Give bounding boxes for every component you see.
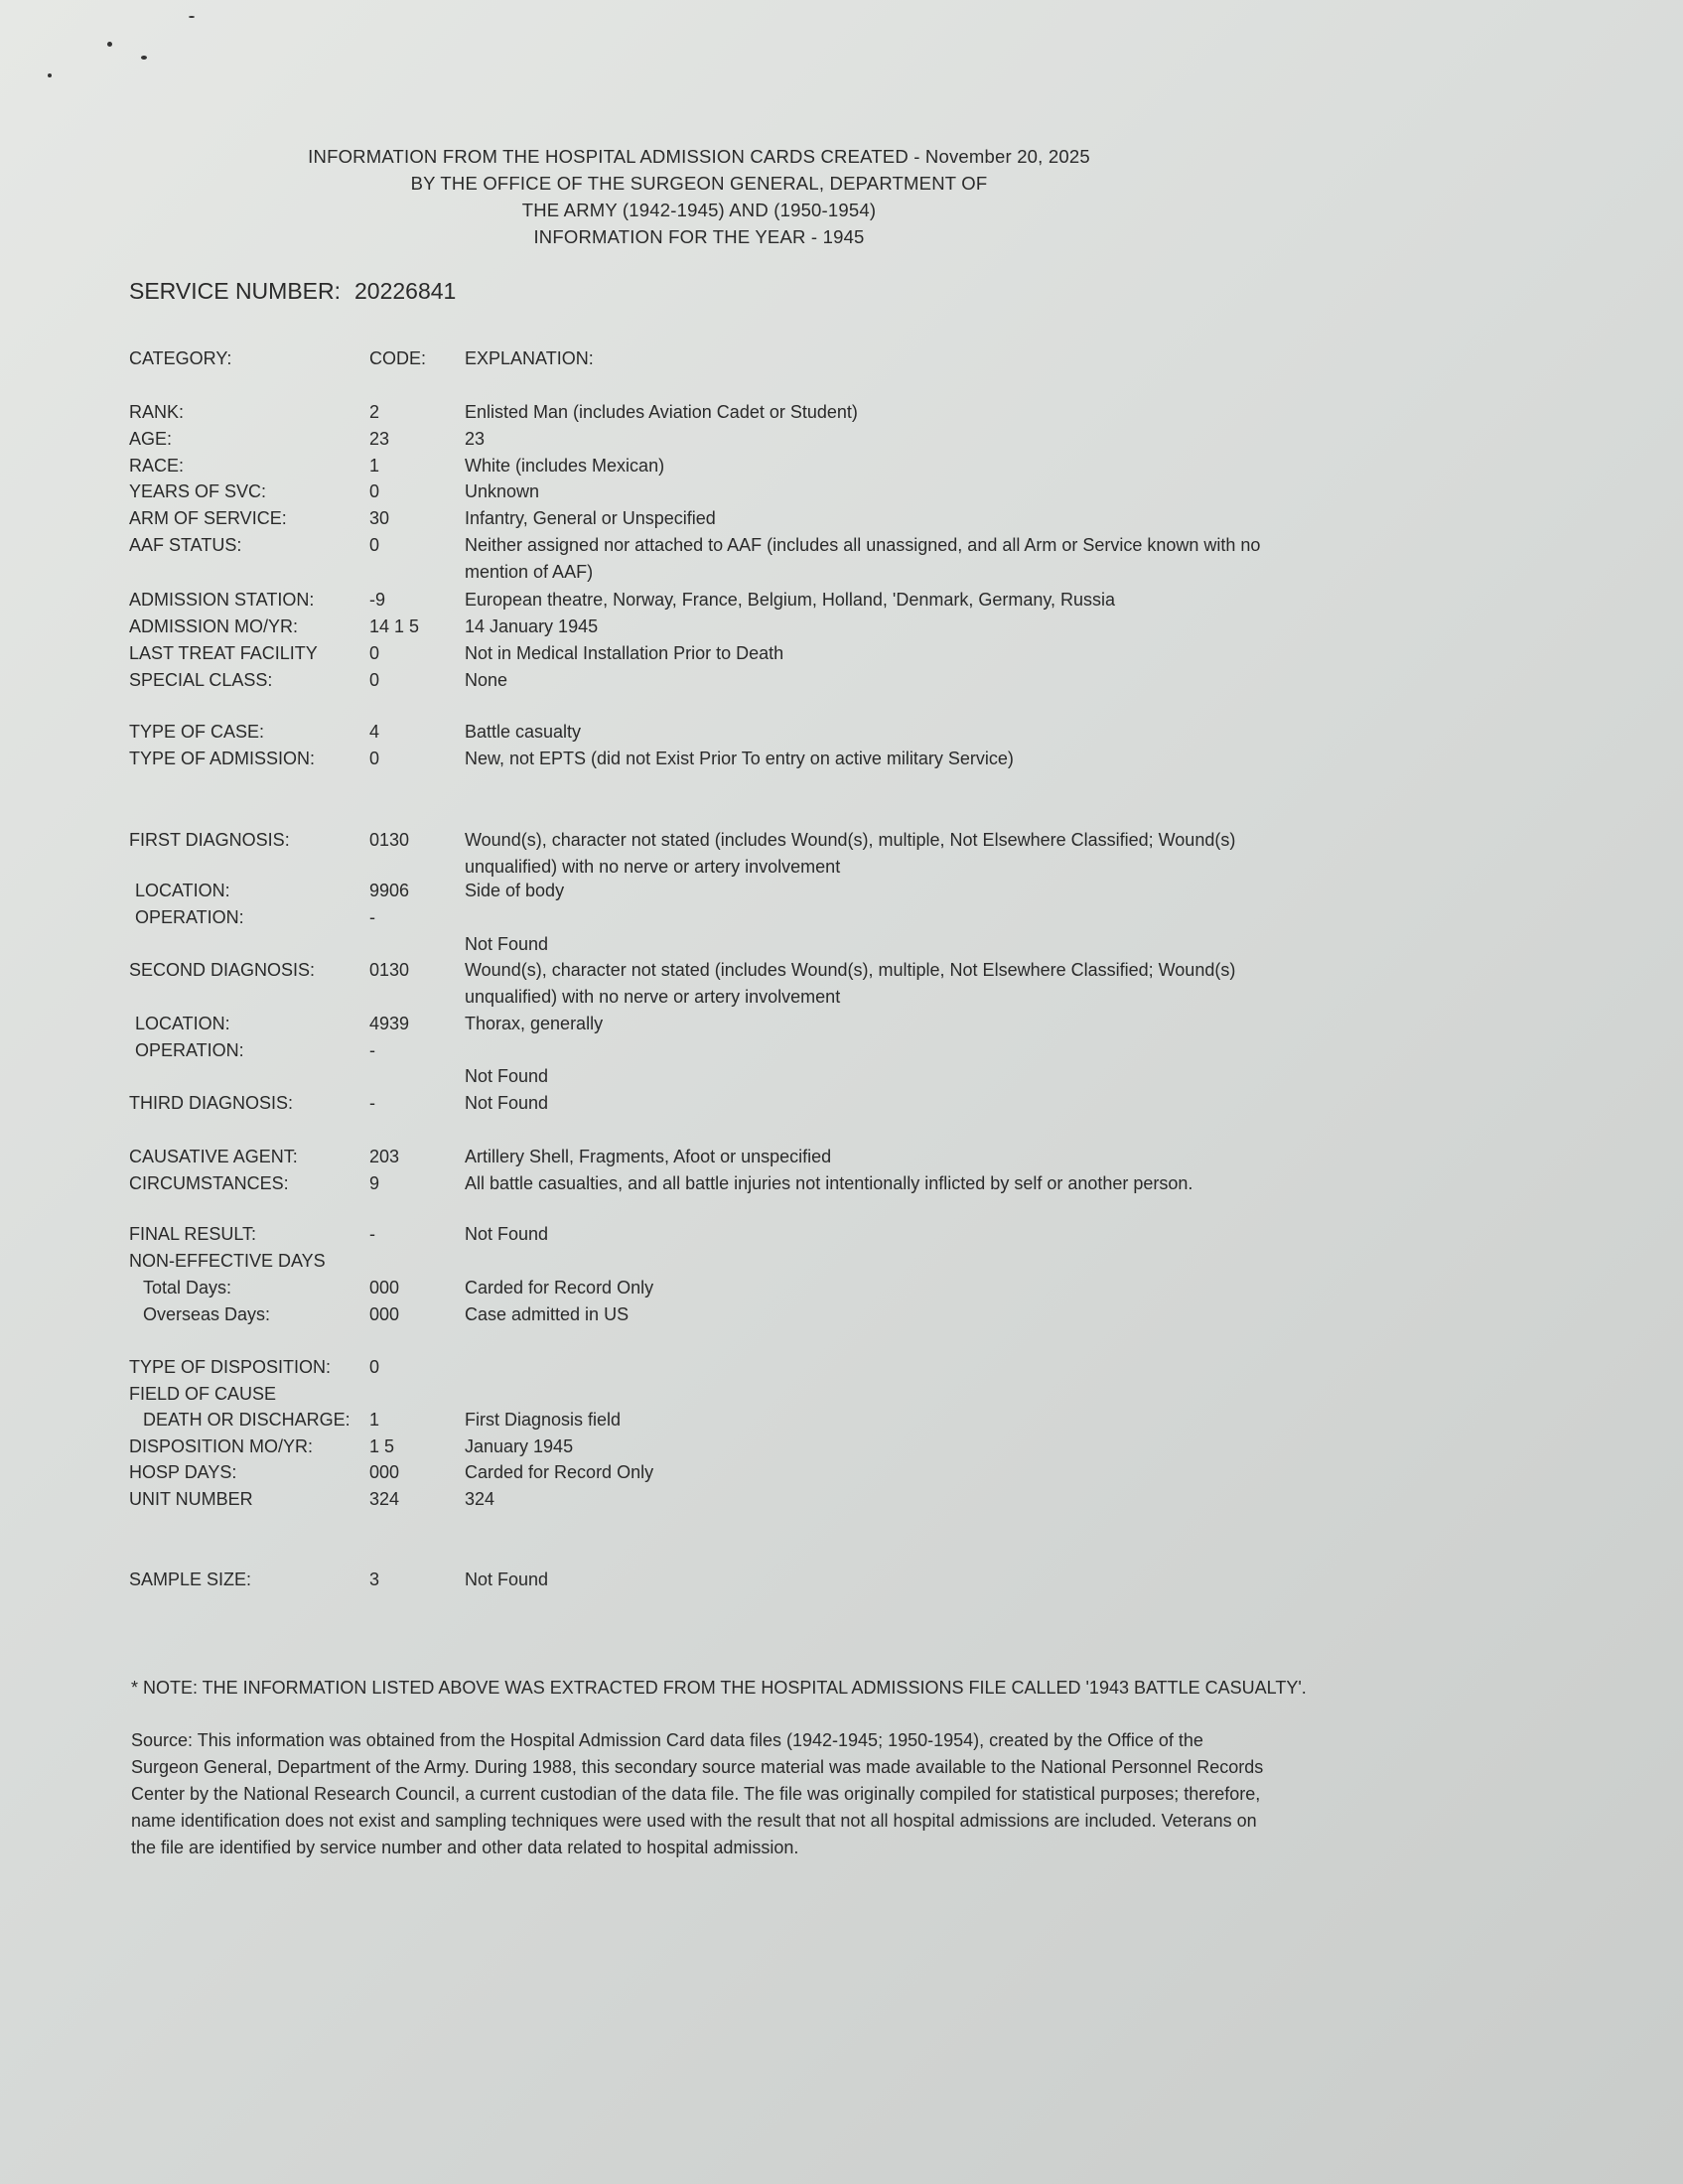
row-category: TYPE OF ADMISSION: [129,749,316,768]
row-category: FINAL RESULT: [129,1224,257,1244]
row-category: AAF STATUS: [129,535,242,555]
row-code: 000 [369,1304,400,1324]
row-category: SECOND DIAGNOSIS: [129,960,316,980]
row-category: CAUSATIVE AGENT: [129,1147,298,1166]
row-category: UNIT NUMBER [129,1489,253,1509]
row-explanation: Battle casualty [465,722,582,742]
row-code: 14 1 5 [369,616,420,636]
row-code: 2 [369,402,380,422]
row-explanation: Not Found [465,1093,549,1113]
row-explanation: 324 [465,1489,495,1509]
service-number-value: 20226841 [354,278,457,304]
row-category: ARM OF SERVICE: [129,508,287,528]
row-code: 000 [369,1462,400,1482]
row-explanation: Carded for Record Only [465,1278,654,1297]
row-category: OPERATION: [135,907,244,927]
row-category: NON-EFFECTIVE DAYS [129,1251,326,1271]
row-code: - [369,1224,375,1244]
row-explanation: Not Found [465,1224,549,1244]
column-header-code: CODE: [369,348,427,368]
row-explanation: Wound(s), character not stated (includes Wound(s), multiple, Not Elsewhere Classified; Wound(s) unqualified) with no nerve or artery involvement [465,830,1236,877]
row-explanation: Side of body [465,881,565,900]
row-category: DISPOSITION MO/YR: [129,1436,314,1456]
row-category: LOCATION: [135,1014,230,1033]
row-code: 0 [369,1357,380,1377]
row-code: 0 [369,481,380,501]
row-explanation: New, not EPTS (did not Exist Prior To entry on active military Service) [465,749,1014,768]
row-code: 1 [369,456,380,476]
row-code: 0 [369,749,380,768]
row-explanation: Not Found [465,1570,549,1589]
row-code: 23 [369,429,390,449]
row-category: RANK: [129,402,185,422]
row-category: TYPE OF DISPOSITION: [129,1357,332,1377]
row-explanation: Neither assigned nor attached to AAF (includes all unassigned, and all Arm or Service known with no mention of AAF) [465,535,1261,582]
row-category: RACE: [129,456,185,476]
row-explanation: Not Found [465,934,549,954]
header-line: THE ARMY (1942-1945) AND (1950-1954) [521,200,877,220]
row-category: CIRCUMSTANCES: [129,1173,289,1193]
row-explanation: First Diagnosis field [465,1410,622,1430]
row-category: FIELD OF CAUSE [129,1384,277,1404]
row-code: 000 [369,1278,400,1297]
row-code: 0 [369,643,380,663]
row-code: 9906 [369,881,410,900]
row-explanation: Case admitted in US [465,1304,630,1324]
column-header-category: CATEGORY: [129,348,232,368]
row-code: 9 [369,1173,380,1193]
row-code: 4 [369,722,380,742]
extraction-note: * NOTE: THE INFORMATION LISTED ABOVE WAS EXTRACTED FROM THE HOSPITAL ADMISSIONS FILE CALLED '1943 BATTLE CASUALTY'. [131,1678,1307,1698]
row-code: 1 5 [369,1436,395,1456]
row-code: - [369,1093,375,1113]
service-number-label: SERVICE NUMBER: [129,278,342,304]
row-code: 0 [369,535,380,555]
row-explanation: Carded for Record Only [465,1462,654,1482]
row-category: YEARS OF SVC: [129,481,267,501]
row-explanation: 23 [465,429,486,449]
row-code: -9 [369,590,386,610]
row-explanation: January 1945 [465,1436,574,1456]
row-code: 1 [369,1410,380,1430]
row-explanation: Thorax, generally [465,1014,604,1033]
row-code: 324 [369,1489,400,1509]
header-line: BY THE OFFICE OF THE SURGEON GENERAL, DEPARTMENT OF [410,173,988,194]
row-code: 203 [369,1147,400,1166]
column-header-explanation: EXPLANATION: [465,348,594,368]
row-code: 4939 [369,1014,410,1033]
row-explanation: Not Found [465,1066,549,1086]
row-code: 0130 [369,960,410,980]
row-category: THIRD DIAGNOSIS: [129,1093,294,1113]
row-explanation: European theatre, Norway, France, Belgium, Holland, 'Denmark, Germany, Russia [465,590,1116,610]
row-category: HOSP DAYS: [129,1462,237,1482]
row-category: FIRST DIAGNOSIS: [129,830,290,850]
row-category: ADMISSION STATION: [129,590,315,610]
row-category: SAMPLE SIZE: [129,1570,252,1589]
row-category: SPECIAL CLASS: [129,670,273,690]
row-explanation: 14 January 1945 [465,616,599,636]
row-explanation: Infantry, General or Unspecified [465,508,716,528]
header-line: INFORMATION FROM THE HOSPITAL ADMISSION CARDS CREATED - November 20, 2025 [308,146,1090,167]
row-explanation: Wound(s), character not stated (includes Wound(s), multiple, Not Elsewhere Classified; Wound(s) unqualified) with no nerve or artery involvement [465,960,1236,1007]
row-category: LAST TREAT FACILITY [129,643,318,663]
row-explanation: Unknown [465,481,540,501]
row-category: TYPE OF CASE: [129,722,265,742]
row-category: OPERATION: [135,1040,244,1060]
row-code: 0 [369,670,380,690]
row-category: Total Days: [143,1278,232,1297]
source-paragraph: Source: This information was obtained from the Hospital Admission Card data files (1942-1945; 1950-1954), created by the Office of the Surgeon General, Department of the Army. During 1988, this secondary source material was made available to the National Personnel Records Center by the National Research Council, a current custodian of the data file. The file was originally compiled for statistical purposes; therefore, name identification does not exist and sampling techniques were used with the result that not all hospital admissions are included. Veterans on the file are identified by service number and other data related to hospital admission. [131,1730,1264,1857]
row-explanation: Enlisted Man (includes Aviation Cadet or Student) [465,402,858,422]
row-category: ADMISSION MO/YR: [129,616,299,636]
row-explanation: Artillery Shell, Fragments, Afoot or unspecified [465,1147,832,1166]
row-category: Overseas Days: [143,1304,271,1324]
header-line: INFORMATION FOR THE YEAR - 1945 [533,226,865,247]
row-explanation: None [465,670,508,690]
row-category: LOCATION: [135,881,230,900]
row-explanation: Not in Medical Installation Prior to Death [465,643,784,663]
row-code: 30 [369,508,390,528]
row-explanation: All battle casualties, and all battle injuries not intentionally inflicted by self or another person. [465,1173,1193,1193]
row-category: AGE: [129,429,173,449]
row-code: 3 [369,1570,380,1589]
row-category: DEATH OR DISCHARGE: [143,1410,351,1430]
row-code: - [369,907,375,927]
row-code: - [369,1040,375,1060]
row-code: 0130 [369,830,410,850]
row-explanation: White (includes Mexican) [465,456,665,476]
